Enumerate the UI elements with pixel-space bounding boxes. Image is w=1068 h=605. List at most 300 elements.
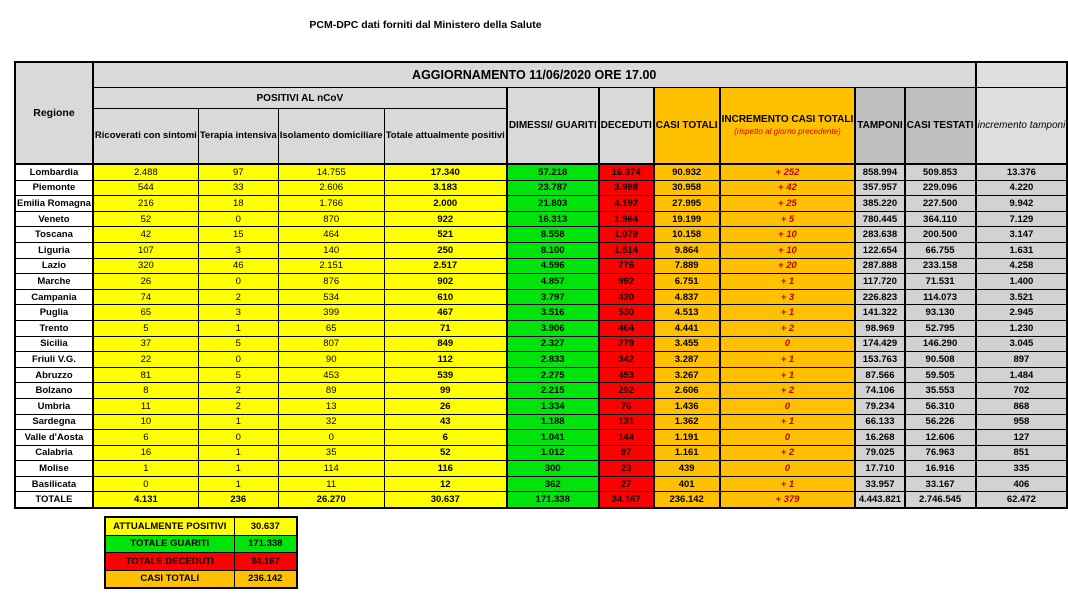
incremento-casi-value: + 1 (720, 414, 856, 430)
deceduti-value: 23 (599, 461, 654, 477)
casi-testati-value: 56.226 (905, 414, 976, 430)
tamponi-value: 287.888 (855, 258, 904, 274)
terapia-value: 46 (198, 258, 278, 274)
covid-regions-table (14, 61, 1068, 509)
incremento-tamponi-value: 1.230 (976, 320, 1068, 336)
totale-positivi-value: 112 (384, 352, 507, 368)
incremento-tamponi-value: 868 (976, 398, 1068, 414)
ricoverati-value: 81 (93, 367, 198, 383)
header-incremento-casi-note: (rispetto al giorno precedente) (734, 127, 841, 137)
ricoverati-value: 0 (93, 476, 198, 492)
tamponi-value: 4.443.821 (855, 492, 904, 508)
incremento-tamponi-value: 2.945 (976, 305, 1068, 321)
isolamento-value: 13 (278, 398, 384, 414)
incremento-tamponi-value: 62.472 (976, 492, 1068, 508)
table-row-molise (15, 461, 1067, 477)
region-name: Umbria (15, 398, 93, 414)
region-name: Lombardia (15, 164, 93, 180)
totale-positivi-value: 3.183 (384, 180, 507, 196)
casi-totali-value: 30.958 (654, 180, 720, 196)
terapia-value: 0 (198, 274, 278, 290)
totale-positivi-value: 2.517 (384, 258, 507, 274)
region-name: Veneto (15, 211, 93, 227)
ricoverati-value: 544 (93, 180, 198, 196)
isolamento-value: 2.151 (278, 258, 384, 274)
isolamento-value: 870 (278, 211, 384, 227)
casi-testati-value: 93.130 (905, 305, 976, 321)
casi-testati-value: 233.158 (905, 258, 976, 274)
tamponi-value: 122.654 (855, 242, 904, 258)
tamponi-value: 17.710 (855, 461, 904, 477)
region-name: Molise (15, 461, 93, 477)
ricoverati-value: 6 (93, 430, 198, 446)
incremento-tamponi-value: 897 (976, 352, 1068, 368)
region-name: Toscana (15, 227, 93, 243)
terapia-value: 0 (198, 430, 278, 446)
casi-totali-value: 3.267 (654, 367, 720, 383)
summary-row-totale-deceduti (105, 553, 297, 571)
casi-totali-value: 1.362 (654, 414, 720, 430)
incremento-tamponi-value: 4.220 (976, 180, 1068, 196)
incremento-tamponi-value: 9.942 (976, 196, 1068, 212)
incremento-tamponi-value: 335 (976, 461, 1068, 477)
summary-value: 34.167 (234, 553, 297, 571)
tamponi-value: 117.720 (855, 274, 904, 290)
dimessi-guariti-value: 2.327 (507, 336, 599, 352)
summary-value: 236.142 (234, 570, 297, 588)
table-row-calabria (15, 445, 1067, 461)
terapia-value: 2 (198, 398, 278, 414)
deceduti-value: 279 (599, 336, 654, 352)
isolamento-value: 2.606 (278, 180, 384, 196)
totale-positivi-value: 902 (384, 274, 507, 290)
casi-testati-value: 229.096 (905, 180, 976, 196)
casi-totali-value: 1.436 (654, 398, 720, 414)
incremento-casi-value: + 1 (720, 305, 856, 321)
casi-totali-value: 1.161 (654, 445, 720, 461)
casi-totali-value: 4.513 (654, 305, 720, 321)
deceduti-value: 530 (599, 305, 654, 321)
header-incremento-tamponi: incremento tamponi (976, 88, 1068, 165)
deceduti-value: 1.079 (599, 227, 654, 243)
totale-row (15, 492, 1067, 508)
deceduti-value: 76 (599, 398, 654, 414)
table-row-veneto (15, 211, 1067, 227)
ricoverati-value: 22 (93, 352, 198, 368)
incremento-tamponi-value: 1.400 (976, 274, 1068, 290)
isolamento-value: 32 (278, 414, 384, 430)
isolamento-value: 807 (278, 336, 384, 352)
deceduti-value: 27 (599, 476, 654, 492)
region-name: Piemonte (15, 180, 93, 196)
dimessi-guariti-value: 1.012 (507, 445, 599, 461)
deceduti-value: 3.988 (599, 180, 654, 196)
totale-positivi-value: 250 (384, 242, 507, 258)
incremento-casi-value: + 2 (720, 445, 856, 461)
dimessi-guariti-value: 8.100 (507, 242, 599, 258)
incremento-casi-value: + 379 (720, 492, 856, 508)
deceduti-value: 342 (599, 352, 654, 368)
casi-totali-value: 9.864 (654, 242, 720, 258)
incremento-casi-value: + 10 (720, 227, 856, 243)
table-row-lombardia (15, 164, 1067, 180)
summary-row-casi-totali (105, 570, 297, 588)
tamponi-value: 79.025 (855, 445, 904, 461)
incremento-tamponi-value: 1.484 (976, 367, 1068, 383)
isolamento-value: 534 (278, 289, 384, 305)
totale-positivi-value: 610 (384, 289, 507, 305)
isolamento-value: 35 (278, 445, 384, 461)
tamponi-value: 357.957 (855, 180, 904, 196)
dimessi-guariti-value: 21.803 (507, 196, 599, 212)
table-row-sicilia (15, 336, 1067, 352)
summary-value: 30.637 (234, 517, 297, 535)
totale-positivi-value: 467 (384, 305, 507, 321)
table-row-liguria (15, 242, 1067, 258)
incremento-casi-value: + 1 (720, 367, 856, 383)
terapia-value: 18 (198, 196, 278, 212)
table-row-puglia (15, 305, 1067, 321)
region-name: Abruzzo (15, 367, 93, 383)
ricoverati-value: 5 (93, 320, 198, 336)
dimessi-guariti-value: 4.857 (507, 274, 599, 290)
terapia-value: 236 (198, 492, 278, 508)
table-row-sardegna (15, 414, 1067, 430)
incremento-casi-value: + 1 (720, 274, 856, 290)
casi-totali-value: 7.889 (654, 258, 720, 274)
isolamento-value: 89 (278, 383, 384, 399)
table-row-friuli-v-g (15, 352, 1067, 368)
region-name: Friuli V.G. (15, 352, 93, 368)
dimessi-guariti-value: 4.596 (507, 258, 599, 274)
dimessi-guariti-value: 57.218 (507, 164, 599, 180)
region-name: Basilicata (15, 476, 93, 492)
header-casi-testati: CASI TESTATI (905, 88, 976, 165)
casi-testati-value: 56.310 (905, 398, 976, 414)
totale-positivi-value: 52 (384, 445, 507, 461)
dimessi-guariti-value: 3.797 (507, 289, 599, 305)
incremento-tamponi-value: 3.147 (976, 227, 1068, 243)
dimessi-guariti-value: 3.516 (507, 305, 599, 321)
isolamento-value: 11 (278, 476, 384, 492)
isolamento-value: 876 (278, 274, 384, 290)
deceduti-value: 776 (599, 258, 654, 274)
casi-testati-value: 71.531 (905, 274, 976, 290)
deceduti-value: 34.167 (599, 492, 654, 508)
tamponi-value: 283.638 (855, 227, 904, 243)
region-name: Sicilia (15, 336, 93, 352)
incremento-casi-value: + 3 (720, 289, 856, 305)
summary-label: CASI TOTALI (105, 570, 234, 588)
incremento-tamponi-value: 3.045 (976, 336, 1068, 352)
isolamento-value: 65 (278, 320, 384, 336)
deceduti-value: 131 (599, 414, 654, 430)
terapia-value: 33 (198, 180, 278, 196)
incremento-tamponi-value: 4.258 (976, 258, 1068, 274)
casi-totali-value: 3.455 (654, 336, 720, 352)
region-name: Marche (15, 274, 93, 290)
header-corner-cell (976, 62, 1068, 88)
page-title: PCM-DPC dati forniti dal Ministero della Salute (309, 19, 542, 31)
casi-testati-value: 364.110 (905, 211, 976, 227)
region-name: Campania (15, 289, 93, 305)
casi-testati-value: 66.755 (905, 242, 976, 258)
summary-row-attualmente-positivi (105, 517, 297, 535)
deceduti-value: 464 (599, 320, 654, 336)
terapia-value: 3 (198, 305, 278, 321)
tamponi-value: 66.133 (855, 414, 904, 430)
region-name: Valle d'Aosta (15, 430, 93, 446)
ricoverati-value: 16 (93, 445, 198, 461)
region-name: Lazio (15, 258, 93, 274)
tamponi-value: 74.106 (855, 383, 904, 399)
casi-testati-value: 2.746.545 (905, 492, 976, 508)
isolamento-value: 399 (278, 305, 384, 321)
casi-testati-value: 16.916 (905, 461, 976, 477)
casi-totali-value: 4.441 (654, 320, 720, 336)
dimessi-guariti-value: 16.313 (507, 211, 599, 227)
region-name: TOTALE (15, 492, 93, 508)
terapia-value: 0 (198, 211, 278, 227)
dimessi-guariti-value: 362 (507, 476, 599, 492)
casi-totali-value: 401 (654, 476, 720, 492)
incremento-casi-value: + 25 (720, 196, 856, 212)
ricoverati-value: 65 (93, 305, 198, 321)
dimessi-guariti-value: 23.787 (507, 180, 599, 196)
summary-value: 171.338 (234, 535, 297, 553)
deceduti-value: 992 (599, 274, 654, 290)
header-tamponi: TAMPONI (855, 88, 904, 165)
terapia-value: 2 (198, 289, 278, 305)
header-regione: Regione (15, 62, 93, 164)
incremento-casi-value: + 5 (720, 211, 856, 227)
ricoverati-value: 52 (93, 211, 198, 227)
incremento-tamponi-value: 3.521 (976, 289, 1068, 305)
header-dimessi-guariti: DIMESSI/ GUARITI (507, 88, 599, 165)
deceduti-value: 453 (599, 367, 654, 383)
deceduti-value: 4.192 (599, 196, 654, 212)
header-terapia-intensiva: Terapia intensiva (198, 109, 278, 165)
table-row-trento (15, 320, 1067, 336)
table-row-marche (15, 274, 1067, 290)
incremento-tamponi-value: 851 (976, 445, 1068, 461)
deceduti-value: 430 (599, 289, 654, 305)
header-casi-totali: CASI TOTALI (654, 88, 720, 165)
terapia-value: 0 (198, 352, 278, 368)
casi-testati-value: 200.500 (905, 227, 976, 243)
region-name: Emilia Romagna (15, 196, 93, 212)
header-deceduti: DECEDUTI (599, 88, 654, 165)
totale-positivi-value: 539 (384, 367, 507, 383)
ricoverati-value: 107 (93, 242, 198, 258)
incremento-casi-value: + 2 (720, 320, 856, 336)
ricoverati-value: 26 (93, 274, 198, 290)
summary-label: TOTALE GUARITI (105, 535, 234, 553)
incremento-casi-value: + 10 (720, 242, 856, 258)
incremento-tamponi-value: 127 (976, 430, 1068, 446)
casi-testati-value: 76.963 (905, 445, 976, 461)
deceduti-value: 97 (599, 445, 654, 461)
header-incremento-casi-title: INCREMENTO CASI TOTALI (721, 114, 854, 126)
dimessi-guariti-value: 2.833 (507, 352, 599, 368)
casi-testati-value: 33.167 (905, 476, 976, 492)
tamponi-value: 79.234 (855, 398, 904, 414)
table-row-campania (15, 289, 1067, 305)
casi-testati-value: 114.073 (905, 289, 976, 305)
deceduti-value: 292 (599, 383, 654, 399)
tamponi-value: 226.823 (855, 289, 904, 305)
table-row-piemonte (15, 180, 1067, 196)
incremento-casi-value: 0 (720, 430, 856, 446)
isolamento-value: 1.766 (278, 196, 384, 212)
incremento-casi-value: + 252 (720, 164, 856, 180)
totale-positivi-value: 26 (384, 398, 507, 414)
deceduti-value: 1.514 (599, 242, 654, 258)
dimessi-guariti-value: 1.041 (507, 430, 599, 446)
casi-totali-value: 1.191 (654, 430, 720, 446)
ricoverati-value: 1 (93, 461, 198, 477)
dimessi-guariti-value: 171.338 (507, 492, 599, 508)
casi-testati-value: 35.553 (905, 383, 976, 399)
incremento-tamponi-value: 702 (976, 383, 1068, 399)
tamponi-value: 87.566 (855, 367, 904, 383)
casi-totali-value: 3.287 (654, 352, 720, 368)
casi-totali-value: 236.142 (654, 492, 720, 508)
table-row-bolzano (15, 383, 1067, 399)
ricoverati-value: 8 (93, 383, 198, 399)
region-name: Puglia (15, 305, 93, 321)
incremento-casi-value: 0 (720, 461, 856, 477)
table-row-emilia-romagna (15, 196, 1067, 212)
ricoverati-value: 42 (93, 227, 198, 243)
incremento-tamponi-value: 13.376 (976, 164, 1068, 180)
header-isolamento: Isolamento domiciliare (278, 109, 384, 165)
region-name: Trento (15, 320, 93, 336)
casi-testati-value: 227.500 (905, 196, 976, 212)
isolamento-value: 114 (278, 461, 384, 477)
totale-positivi-value: 99 (384, 383, 507, 399)
summary-label: TOTALE DECEDUTI (105, 553, 234, 571)
tamponi-value: 98.969 (855, 320, 904, 336)
update-banner: AGGIORNAMENTO 11/06/2020 ORE 17.00 (93, 62, 976, 88)
casi-totali-value: 27.995 (654, 196, 720, 212)
header-positivi-group: POSITIVI AL nCoV (93, 88, 507, 109)
incremento-casi-value: + 1 (720, 476, 856, 492)
table-row-lazio (15, 258, 1067, 274)
summary-label: ATTUALMENTE POSITIVI (105, 517, 234, 535)
incremento-casi-value: + 20 (720, 258, 856, 274)
ricoverati-value: 10 (93, 414, 198, 430)
tamponi-value: 16.268 (855, 430, 904, 446)
terapia-value: 5 (198, 367, 278, 383)
casi-totali-value: 19.199 (654, 211, 720, 227)
isolamento-value: 0 (278, 430, 384, 446)
totale-positivi-value: 71 (384, 320, 507, 336)
table-row-toscana (15, 227, 1067, 243)
tamponi-value: 33.957 (855, 476, 904, 492)
casi-testati-value: 12.606 (905, 430, 976, 446)
casi-totali-value: 439 (654, 461, 720, 477)
terapia-value: 97 (198, 164, 278, 180)
incremento-tamponi-value: 406 (976, 476, 1068, 492)
table-row-abruzzo (15, 367, 1067, 383)
casi-testati-value: 59.505 (905, 367, 976, 383)
deceduti-value: 1.964 (599, 211, 654, 227)
terapia-value: 1 (198, 414, 278, 430)
totale-positivi-value: 12 (384, 476, 507, 492)
ricoverati-value: 74 (93, 289, 198, 305)
ricoverati-value: 216 (93, 196, 198, 212)
dimessi-guariti-value: 300 (507, 461, 599, 477)
region-name: Calabria (15, 445, 93, 461)
casi-totali-value: 4.837 (654, 289, 720, 305)
totale-positivi-value: 6 (384, 430, 507, 446)
casi-totali-value: 6.751 (654, 274, 720, 290)
ricoverati-value: 2.488 (93, 164, 198, 180)
isolamento-value: 14.755 (278, 164, 384, 180)
deceduti-value: 144 (599, 430, 654, 446)
dimessi-guariti-value: 8.558 (507, 227, 599, 243)
tamponi-value: 780.445 (855, 211, 904, 227)
dimessi-guariti-value: 2.275 (507, 367, 599, 383)
region-name: Sardegna (15, 414, 93, 430)
incremento-casi-value: + 42 (720, 180, 856, 196)
tamponi-value: 153.763 (855, 352, 904, 368)
ricoverati-value: 320 (93, 258, 198, 274)
header-ricoverati: Ricoverati con sintomi (93, 109, 198, 165)
terapia-value: 1 (198, 445, 278, 461)
terapia-value: 1 (198, 476, 278, 492)
terapia-value: 2 (198, 383, 278, 399)
isolamento-value: 90 (278, 352, 384, 368)
table-row-umbria (15, 398, 1067, 414)
tamponi-value: 141.322 (855, 305, 904, 321)
isolamento-value: 453 (278, 367, 384, 383)
header-totale-positivi: Totale attualmente positivi (384, 109, 507, 165)
ricoverati-value: 11 (93, 398, 198, 414)
header-incremento-casi (720, 88, 856, 165)
summary-box (104, 516, 298, 589)
region-name: Bolzano (15, 383, 93, 399)
tamponi-value: 858.994 (855, 164, 904, 180)
totale-positivi-value: 521 (384, 227, 507, 243)
incremento-casi-value: + 2 (720, 383, 856, 399)
casi-testati-value: 146.290 (905, 336, 976, 352)
totale-positivi-value: 2.000 (384, 196, 507, 212)
casi-totali-value: 2.606 (654, 383, 720, 399)
totale-positivi-value: 17.340 (384, 164, 507, 180)
totale-positivi-value: 43 (384, 414, 507, 430)
deceduti-value: 16.374 (599, 164, 654, 180)
tamponi-value: 174.429 (855, 336, 904, 352)
incremento-casi-value: + 1 (720, 352, 856, 368)
incremento-tamponi-value: 958 (976, 414, 1068, 430)
dimessi-guariti-value: 3.906 (507, 320, 599, 336)
terapia-value: 3 (198, 242, 278, 258)
casi-testati-value: 90.508 (905, 352, 976, 368)
table-header (15, 62, 1067, 164)
table-row-basilicata (15, 476, 1067, 492)
terapia-value: 1 (198, 320, 278, 336)
incremento-tamponi-value: 7.129 (976, 211, 1068, 227)
incremento-tamponi-value: 1.631 (976, 242, 1068, 258)
totale-positivi-value: 849 (384, 336, 507, 352)
totale-positivi-value: 922 (384, 211, 507, 227)
incremento-casi-value: 0 (720, 398, 856, 414)
isolamento-value: 140 (278, 242, 384, 258)
dimessi-guariti-value: 2.215 (507, 383, 599, 399)
ricoverati-value: 37 (93, 336, 198, 352)
